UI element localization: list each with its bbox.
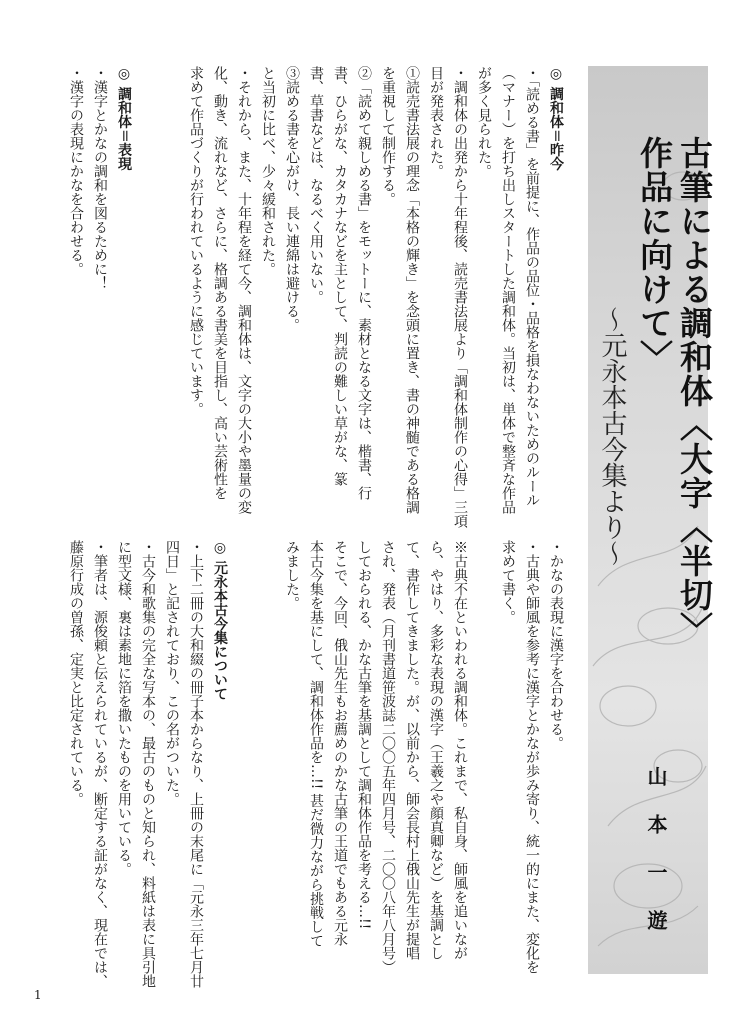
text-column: 書、ひらがな、カタカナなどを主として、判読の難しい草がな、篆	[332, 66, 348, 486]
text-column: ・調和体の出発から十年程後、読売書法展より「調和体制作の心得」三項	[452, 66, 468, 528]
text-column: ら、やはり、多彩な表現の漢字（王羲之や顔真卿など）を基調とし	[428, 540, 444, 960]
author-name: 山本一遊	[644, 766, 668, 958]
page-number: 1	[34, 988, 42, 1002]
text-column: ・漢字の表現にかなを合わせる。	[68, 66, 84, 276]
text-column: ①読売書法展の理念「本格の輝き」を念頭に置き、書の神髄である格調	[404, 66, 420, 514]
text-column: そこで、今回、俄山先生もお薦めのかな古筆の王道でもある元永	[332, 540, 348, 946]
text-column: 本古今集を基にして、調和体作品を…!! 甚だ微力ながら挑戦して	[308, 540, 324, 948]
text-column: され、発表（月刊書道笹波誌二〇〇五年四月号、二〇〇八年八月号）	[380, 540, 396, 974]
text-column: ・それから、また、十年程を経て今、調和体は、文字の大小や墨量の変	[236, 66, 252, 514]
text-column: ・かなの表現に漢字を合わせる。	[548, 540, 564, 750]
text-column: と当初に比べ、少々緩和された。	[260, 66, 276, 276]
section-heading-genei-kokinshu: ◎ 元永本古今集について	[212, 540, 228, 701]
text-column: ③読める書を心がけ、長い連綿は避ける。	[284, 66, 300, 332]
title-panel	[588, 66, 714, 974]
subtitle: 〜元永本古今集より〜	[597, 306, 627, 566]
text-column: ・古今和歌集の完全な写本の、最古のものと知られ、料紙は表に具引地	[140, 540, 156, 988]
text-column: 目が発表された。	[428, 66, 444, 178]
text-column: （マナー）を打ち出しスタートした調和体。当初は、単体で整斉な作品	[500, 66, 516, 514]
text-column: ※古典不在といわれる調和体。これまで、私自身、師風を追いなが	[452, 540, 468, 960]
section-heading-current: ◎ 調和体＝昨今	[548, 66, 564, 171]
text-column: しておられる、かな古筆を基調として調和体作品を考える…!!	[356, 540, 372, 930]
text-column: に型文様、裏は素地に箔を撒いたものを用いている。	[116, 540, 132, 876]
main-title: 古筆による調和体〈大字〈半切〉作品に向けて〉	[635, 136, 714, 646]
text-column: ・上下二冊の大和綴の冊子本からなり、上冊の末尾に「元永三年七月廿	[188, 540, 204, 988]
text-column: ・「読める書」を前提に、作品の品位・品格を損なわないためのルール	[524, 66, 540, 507]
text-column: ②「読めて親しめる書」をモットーに、素材となる文字は、楷書、行	[356, 66, 372, 500]
section-heading-expression: ◎ 調和体＝表現	[116, 66, 132, 171]
text-column: 求めて書く。	[500, 540, 516, 624]
text-column: が多く見られた。	[476, 66, 492, 178]
text-column: 四日」と記されており、この名がついた。	[164, 540, 180, 806]
text-column: ・筆者は、源俊頼と伝えられているが、断定する証がなく、現在では、	[92, 540, 108, 988]
text-column: ・漢字とかなの調和を図るために！	[92, 66, 108, 290]
text-column: て、書作してきました。が、以前から、師会長村上俄山先生が提唱	[404, 540, 420, 960]
text-column: を重視して制作する。	[380, 66, 396, 206]
text-column: 藤原行成の曽孫、定実と比定されている。	[68, 540, 84, 806]
text-column: 化、動き、流れなど、さらに、格調ある書美を目指し、高い芸術性を	[212, 66, 228, 500]
text-column: 求めて作品づくりが行われているように感じています。	[188, 66, 204, 416]
text-column: みました。	[284, 540, 300, 610]
text-column: ・古典や師風を参考に漢字とかなが歩み寄り、統一的にまた、変化を	[524, 540, 540, 974]
text-column: 書、草書などは、なるべく用いない。	[308, 66, 324, 304]
